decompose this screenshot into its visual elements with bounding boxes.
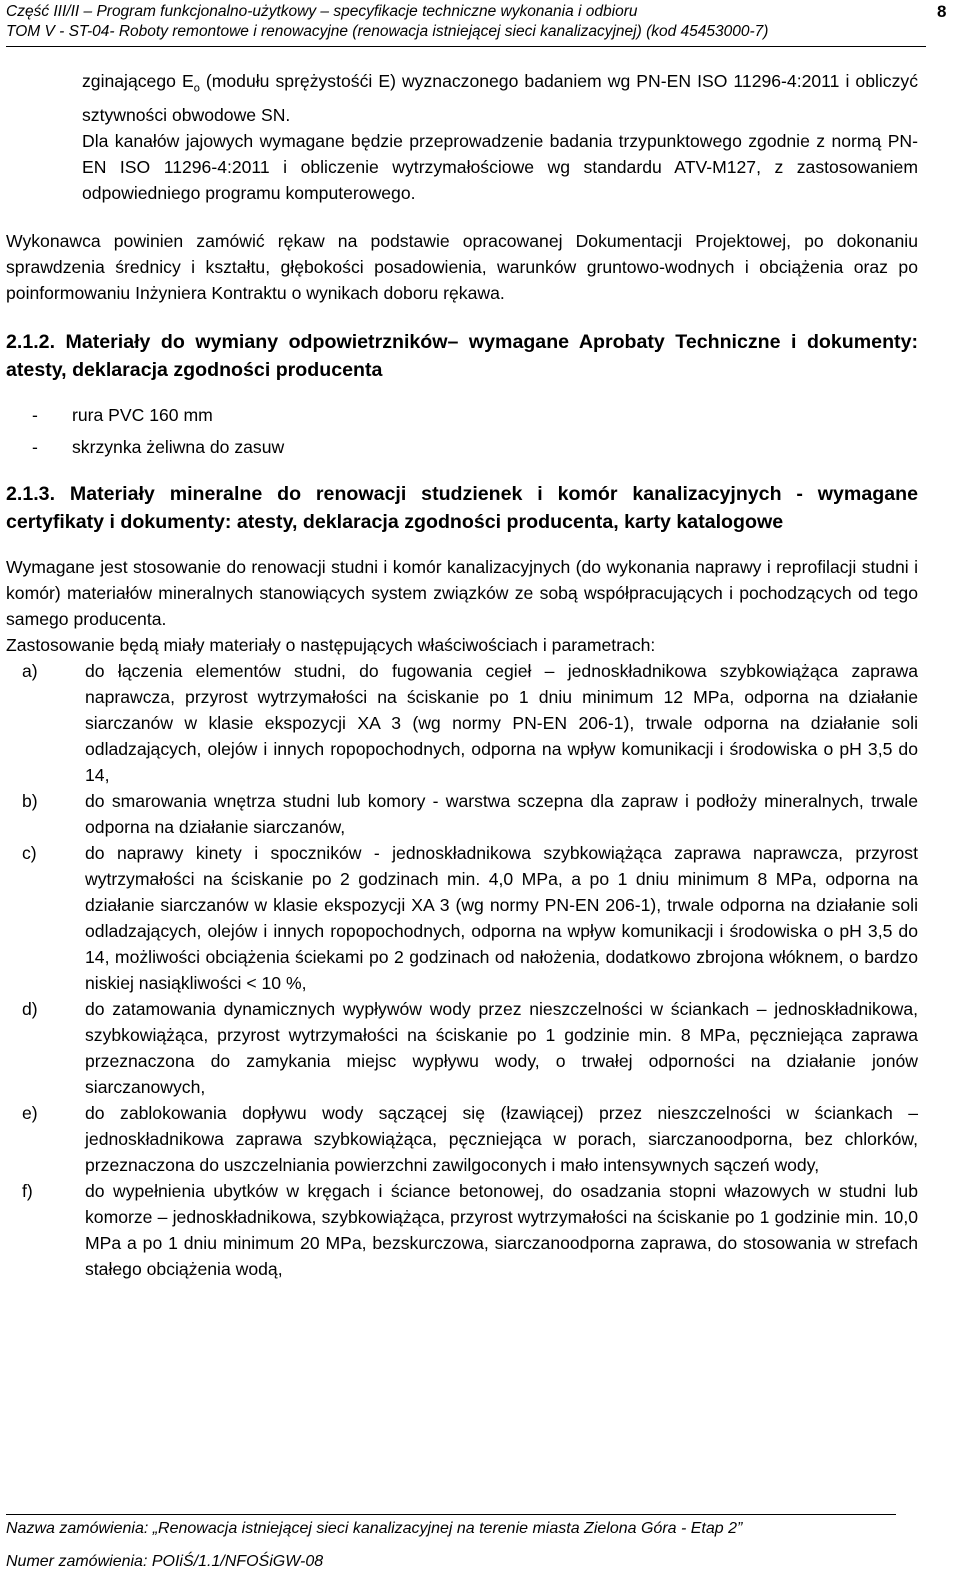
list-item [32, 402, 918, 428]
list-item-text: do naprawy kinety i spoczników - jednoskładnikowa szybkowiążąca zaprawa naprawcza, przyrost wytrzymałości na ściskanie po 2 godzinach min. 4,0 MPa, a po 1 dniu minimum 8 MPa, odporna na działanie siarczanów w klasie ekspozycji XA 3 (wg normy PN-EN 206-1), trwale odporna na działanie soli odladzających, olejów i innych ropopochodnych, odporna na wpływ komunikacji i środowiska o pH 3,5 do 14, możliwości obciążenia ściekami po 2 godzinach od nałożenia, dodatkowo zbrojona włóknem, o bardzo niskiej nasiąkliwości < 10 %, [85, 842, 918, 993]
section-212-list [6, 402, 918, 460]
section-213-intro: Wymagane jest stosowanie do renowacji studni i komór kanalizacyjnych (do wykonania naprawy i reprofilacji studni i komór) materiałów mineralnych stanowiących system związków ze sobą współpracujących i pochodzących od tego samego producenta. [6, 556, 918, 629]
intro-p1-subscript: o [193, 82, 200, 95]
list-item [6, 1178, 918, 1282]
intro-block [82, 68, 918, 206]
document-body [6, 68, 918, 1282]
list-item [6, 788, 918, 840]
section-213-heading: 2.1.3. Materiały mineralne do renowacji studzienek i komór kanalizacyjnych - wymagane certyfikaty i dokumenty: atesty, deklaracja zgodności producenta, karty katalogowe [6, 482, 918, 533]
footer-divider [6, 1514, 896, 1515]
page-footer [6, 1514, 906, 1571]
list-marker: - [32, 436, 38, 457]
footer-order-number: Numer zamówienia: POIiŚ/1.1/NFOŚiGW-08 [6, 1553, 324, 1570]
intro-paragraph-2: Dla kanałów jajowych wymagane będzie przeprowadzenie badania trzypunktowego zgodnie z normą PN-EN ISO 11296-4:2011 i obliczenie wytrzymałościowe wg standardu ATV-M127, z zastosowaniem odpowiedniego programu komputerowego. [82, 130, 918, 203]
page-number: 8 [937, 2, 947, 21]
list-item [6, 996, 918, 1100]
list-item [6, 1100, 918, 1178]
header-volume-title: TOM V - ST-04- Roboty remontowe i renowacyjne (renowacja istniejącej sieci kanalizacyjnej) (kod 45453000-7) [6, 23, 769, 40]
list-item-text: do wypełnienia ubytków w kręgach i ściance betonowej, do osadzania stopni włazowych w studni lub komorze – jednoskładnikowa, szybkowiążąca, przyrost wytrzymałości na ściskanie po 1 godzinie min. 10,0 MPa a po 1 dniu minimum 20 MPa, bezskurczowa, siarczanoodporna zaprawa, do stosowania w strefach stałego obciążenia wodą, [85, 1180, 918, 1279]
intro-p1-start: zginającego E [82, 71, 194, 91]
list-marker: f) [22, 1180, 33, 1201]
section-213-lead: Zastosowanie będą miały materiały o następujących właściwościach i parametrach: [6, 634, 656, 655]
list-item [6, 840, 918, 996]
footer-order-name: Nazwa zamówienia: „Renowacja istniejącej sieci kanalizacyjnej na terenie miasta Zielona Góra - Etap 2” [6, 1520, 743, 1537]
list-item [32, 434, 918, 460]
list-item-text: skrzynka żeliwna do zasuw [72, 436, 285, 457]
header-part-title: Część III/II – Program funkcjonalno-użytkowy – specyfikacje techniczne wykonania i odbioru [6, 3, 638, 20]
header-divider [6, 46, 926, 47]
list-marker: c) [22, 842, 37, 863]
intro-p1-end: (modułu sprężystośći E) wyznaczonego badaniem wg PN-EN ISO 11296-4:2011 i obliczyć sztywności obwodowe SN. [82, 71, 918, 125]
list-marker: b) [22, 790, 38, 811]
intro-paragraph-1 [82, 68, 918, 128]
list-item-text: do zablokowania dopływu wody sączącej się (łzawiącej) przez nieszczelności w ściankach – jednoskładnikowa zaprawa szybkowiążąca, pęczniejąca w porach, siarczanoodporna, bez chlorków, przeznaczona do uszczelniania powierzchni zawilgoconych i mało intensywnych sączeń wody, [85, 1102, 918, 1175]
section-212-heading: 2.1.2. Materiały do wymiany odpowietrzników– wymagane Aprobaty Techniczne i dokumenty: atesty, deklaracja zgodności producenta [6, 330, 918, 381]
list-item [6, 658, 918, 788]
contractor-paragraph: Wykonawca powinien zamówić rękaw na podstawie opracowanej Dokumentacji Projektowej, po dokonaniu sprawdzenia średnicy i kształtu, głębokości posadowienia, warunków gruntowo-wodnych i obciążenia oraz po poinformowaniu Inżyniera Kontraktu o wynikach doboru rękawa. [6, 230, 918, 303]
list-item-text: do zatamowania dynamicznych wypływów wody przez nieszczelności w ściankach – jednoskładnikowa, szybkowiążąca, przyrost wytrzymałości na ściskanie po 1 godzinie min. 8 MPa, pęczniejąca zaprawa przeznaczona do zamykania miejsc wypływu wody, o trwałej odporności na działanie jonów siarczanowych, [85, 998, 918, 1097]
list-item-text: rura PVC 160 mm [72, 404, 213, 425]
section-213-list [6, 658, 918, 1282]
list-marker: - [32, 404, 38, 425]
list-marker: e) [22, 1102, 38, 1123]
list-item-text: do smarowania wnętrza studni lub komory - warstwa sczepna dla zapraw i podłoży mineralnych, trwale odporna na działanie siarczanów, [85, 790, 918, 837]
page-header [6, 2, 921, 42]
list-marker: d) [22, 998, 38, 1019]
list-marker: a) [22, 660, 38, 681]
list-item-text: do łączenia elementów studni, do fugowania cegieł – jednoskładnikowa szybkowiążąca zaprawa naprawcza, przyrost wytrzymałości na ściskanie po 1 dniu minimum 12 MPa, odporna na działanie siarczanów w klasie ekspozycji XA 3 (wg normy PN-EN 206-1), trwale odporna na działanie soli odladzających, olejów i innych ropopochodnych, odporna na wpływ komunikacji i środowiska o pH 3,5 do 14, [85, 660, 918, 785]
